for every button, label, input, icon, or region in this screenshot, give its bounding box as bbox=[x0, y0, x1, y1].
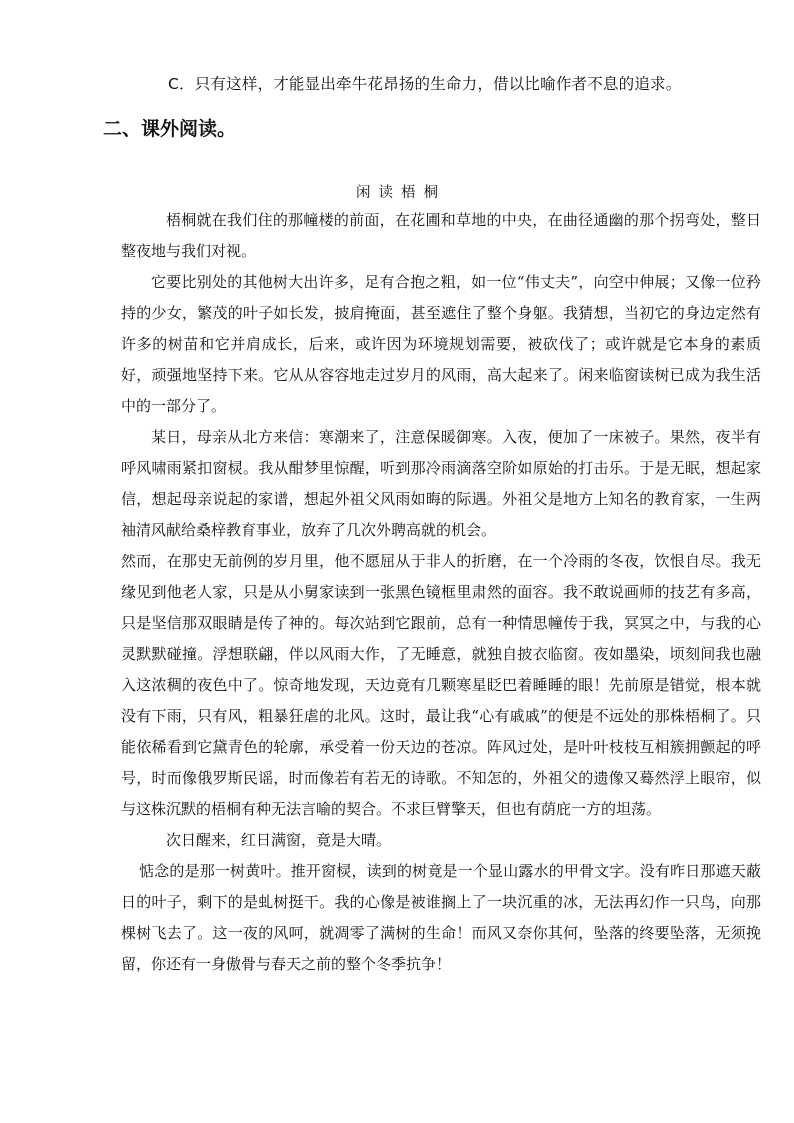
paragraph-6: 惦念的是那一树黄叶。推开窗棂，读到的树竟是一个显山露水的甲骨文字。没有昨日那遮天蔽日的叶子，剩下的是虬树挺干。我的心像是被谁搁上了一块沉重的冰，无法再幻作一只鸟，向那棵树飞去了。这一夜的风呵，就凋零了满树的生命！而风又奈你其何，坠落的终要坠落，无须挽留，你还有一身傲骨与春天之前的整个冬季抗争！ bbox=[121, 862, 761, 973]
paragraph-2: 它要比别处的其他树大出许多，足有合抱之粗，如一位“伟丈夫”，向空中伸展；又像一位矜持的少女，繁茂的叶子如长发，披肩掩面，甚至遮住了整个身躯。我猜想，当初它的身边定然有许多的树苗和它并肩成长，后来，或许因为环境规划需要，被砍伐了；或许就是它本身的素质好，顽强地坚持下来。它从从容容地走过岁月的风雨，高大起来了。闲来临窗读树已成为我生活中的一部分了。 bbox=[121, 273, 761, 415]
section-heading: 二、课外阅读。 bbox=[103, 118, 237, 140]
paragraph-3: 某日，母亲从北方来信：寒潮来了，注意保暖御寒。入夜，便加了一床被子。果然，夜半有呼风啸雨紧扣窗棂。我从酣梦里惊醒，听到那冷雨滴落空阶如原始的打击乐。于是无眠，想起家信，想起母亲说起的家谱，想起外祖父风雨如晦的际遇。外祖父是地方上知名的教育家，一生两袖清风献给桑梓教育事业，放弃了几次外聘高就的机会。 bbox=[121, 428, 761, 539]
paragraph-4: 然而，在那史无前例的岁月里，他不愿屈从于非人的折磨，在一个冷雨的冬夜，饮恨自尽。我无缘见到他老人家，只是从小舅家读到一张黑色镜框里肃然的面容。我不敢说画师的技艺有多高，只是坚信那双眼睛是传了神的。每次站到它跟前，总有一种情思幢传于我，冥冥之中，与我的心灵默默碰撞。浮想联翩，伴以风雨大作，了无睡意，就独自披衣临窗。夜如墨染，顷刻间我也融入这浓稠的夜色中了。惊奇地发现，天边竟有几颗寒星眨巴着睡睡的眼！先前原是错觉，根本就没有下雨，只有风，粗暴狂虐的北风。这时，最让我“心有戚戚”的便是不远处的那株梧桐了。只能依稀看到它黛青色的轮廓，承受着一份天边的苍凉。阵风过处，是叶叶枝枝互相簇拥颤起的呼号，时而像俄罗斯民谣，时而像若有若无的诗歌。不知怎的，外祖父的遗像又蓦然浮上眼帘，似与这株沉默的梧桐有种无法言喻的契合。不求巨臂擎天，但也有荫庇一方的坦荡。 bbox=[121, 552, 761, 818]
article-body bbox=[121, 205, 761, 980]
paragraph-5: 次日醒来，红日满窗，竟是大晴。 bbox=[166, 831, 392, 849]
article-title: 闲读梧桐 bbox=[356, 185, 446, 201]
option-c: C．只有这样，才能显出牵牛花昂扬的生命力，借以比喻作者不息的追求。 bbox=[168, 75, 682, 93]
paragraph-1: 梧桐就在我们住的那幢楼的前面，在花圃和草地的中央，在曲径通幽的那个拐弯处，整日整夜地与我们对视。 bbox=[121, 211, 761, 260]
